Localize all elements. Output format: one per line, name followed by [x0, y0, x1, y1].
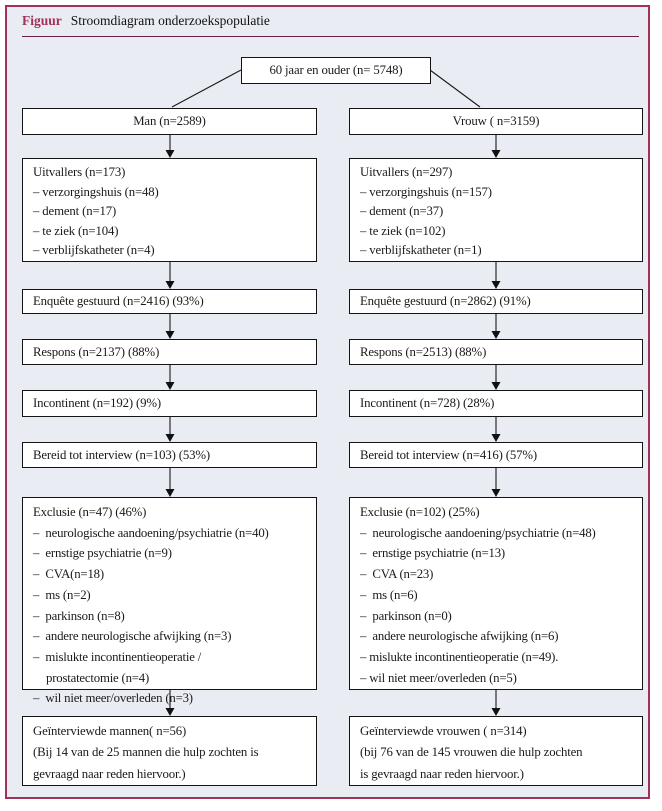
figure-caption: Stroomdiagram onderzoekspopulatie [70, 13, 270, 28]
man-exclusie-item: – parkinson (n=8) [33, 608, 125, 623]
man-incontinent-box [22, 390, 317, 417]
vrouw-incontinent-box [349, 390, 643, 417]
man-header-label: Man (n=2589) [133, 114, 206, 128]
vrouw-respons-box [349, 339, 643, 365]
vrouw-bereid-label: Bereid tot interview (n=416) (57%) [360, 447, 537, 462]
vrouw-interviewed-box [349, 716, 643, 786]
vrouw-incontinent-label: Incontinent (n=728) (28%) [360, 396, 495, 410]
man-header-box [22, 108, 317, 135]
vrouw-uitvallers-item: – verzorgingshuis (n=157) [360, 184, 492, 199]
man-enquete-box [22, 289, 317, 314]
vrouw-uitvallers-title: Uitvallers (n=297) [360, 165, 453, 179]
vrouw-exclusie-item: – neurologische aandoening/psychiatrie (n=48) [360, 525, 596, 540]
vrouw-uitvallers-item: – te ziek (n=102) [360, 223, 446, 238]
man-bereid-label: Bereid tot interview (n=103) (53%) [33, 447, 210, 462]
man-exclusie-item: – mislukte incontinentieoperatie / [33, 649, 202, 664]
vrouw-exclusie-box [349, 497, 643, 690]
man-interviewed-line: gevraagd naar reden hiervoor.) [33, 766, 186, 781]
figure-label: Figuur [22, 13, 62, 28]
man-respons-label: Respons (n=2137) (88%) [33, 344, 160, 359]
man-exclusie-box [22, 497, 317, 706]
man-interviewed-line: Geïnterviewde mannen( n=56) [33, 724, 187, 738]
man-interviewed-line: (Bij 14 van de 25 mannen die hulp zochten is [33, 745, 259, 760]
man-enquete-label: Enquête gestuurd (n=2416) (93%) [33, 294, 204, 308]
man-interviewed-box [22, 716, 317, 786]
man-exclusie-title: Exclusie (n=47) (46%) [33, 505, 147, 519]
man-uitvallers-item: – te ziek (n=104) [33, 223, 119, 238]
man-uitvallers-title: Uitvallers (n=173) [33, 165, 126, 179]
vrouw-exclusie-item: – parkinson (n=0) [360, 608, 452, 623]
vrouw-uitvallers-box [349, 158, 643, 262]
vrouw-exclusie-item: – CVA (n=23) [360, 567, 434, 582]
man-bereid-box [22, 442, 317, 468]
man-exclusie-item-continuation: prostatectomie (n=4) [46, 670, 150, 685]
man-exclusie-item: – ms (n=2) [33, 587, 91, 602]
vrouw-exclusie-item: – ms (n=6) [360, 587, 418, 602]
vrouw-exclusie-title: Exclusie (n=102) (25%) [360, 505, 480, 519]
man-exclusie-item: – ernstige psychiatrie (n=9) [33, 546, 172, 561]
man-exclusie-item: – CVA(n=18) [33, 567, 104, 582]
vrouw-interviewed-line: is gevraagd naar reden hiervoor.) [360, 766, 524, 781]
man-exclusie-item: – andere neurologische afwijking (n=3) [33, 629, 232, 644]
man-uitvallers-box [22, 158, 317, 262]
vrouw-header-label: Vrouw ( n=3159) [452, 114, 540, 128]
vrouw-enquete-label: Enquête gestuurd (n=2862) (91%) [360, 294, 531, 308]
man-exclusie-item: – wil niet meer/overleden (n=3) [33, 691, 193, 706]
vrouw-exclusie-item: – andere neurologische afwijking (n=6) [360, 629, 559, 644]
figure-title [22, 13, 270, 29]
root-population-label: 60 jaar en ouder (n= 5748) [269, 63, 403, 77]
man-incontinent-label: Incontinent (n=192) (9%) [33, 396, 161, 410]
root-population-box [241, 57, 431, 84]
vrouw-interviewed-line: Geïnterviewde vrouwen ( n=314) [360, 724, 527, 738]
vrouw-header-box [349, 108, 643, 135]
vrouw-exclusie-item: – wil niet meer/overleden (n=5) [360, 670, 517, 685]
man-exclusie-item: – neurologische aandoening/psychiatrie (n=40) [33, 525, 269, 540]
title-rule [22, 36, 639, 37]
man-uitvallers-item: – verzorgingshuis (n=48) [33, 184, 159, 199]
vrouw-respons-label: Respons (n=2513) (88%) [360, 344, 487, 359]
man-uitvallers-item: – verblijfskatheter (n=4) [33, 243, 155, 258]
man-respons-box [22, 339, 317, 365]
vrouw-enquete-box [349, 289, 643, 314]
vrouw-uitvallers-item: – verblijfskatheter (n=1) [360, 243, 482, 258]
vrouw-uitvallers-item: – dement (n=37) [360, 204, 444, 219]
vrouw-exclusie-item: – mislukte incontinentieoperatie (n=49). [360, 649, 559, 664]
vrouw-exclusie-item: – ernstige psychiatrie (n=13) [360, 546, 505, 561]
vrouw-interviewed-line: (bij 76 van de 145 vrouwen die hulp zochten [360, 745, 583, 760]
vrouw-bereid-box [349, 442, 643, 468]
man-uitvallers-item: – dement (n=17) [33, 204, 117, 219]
